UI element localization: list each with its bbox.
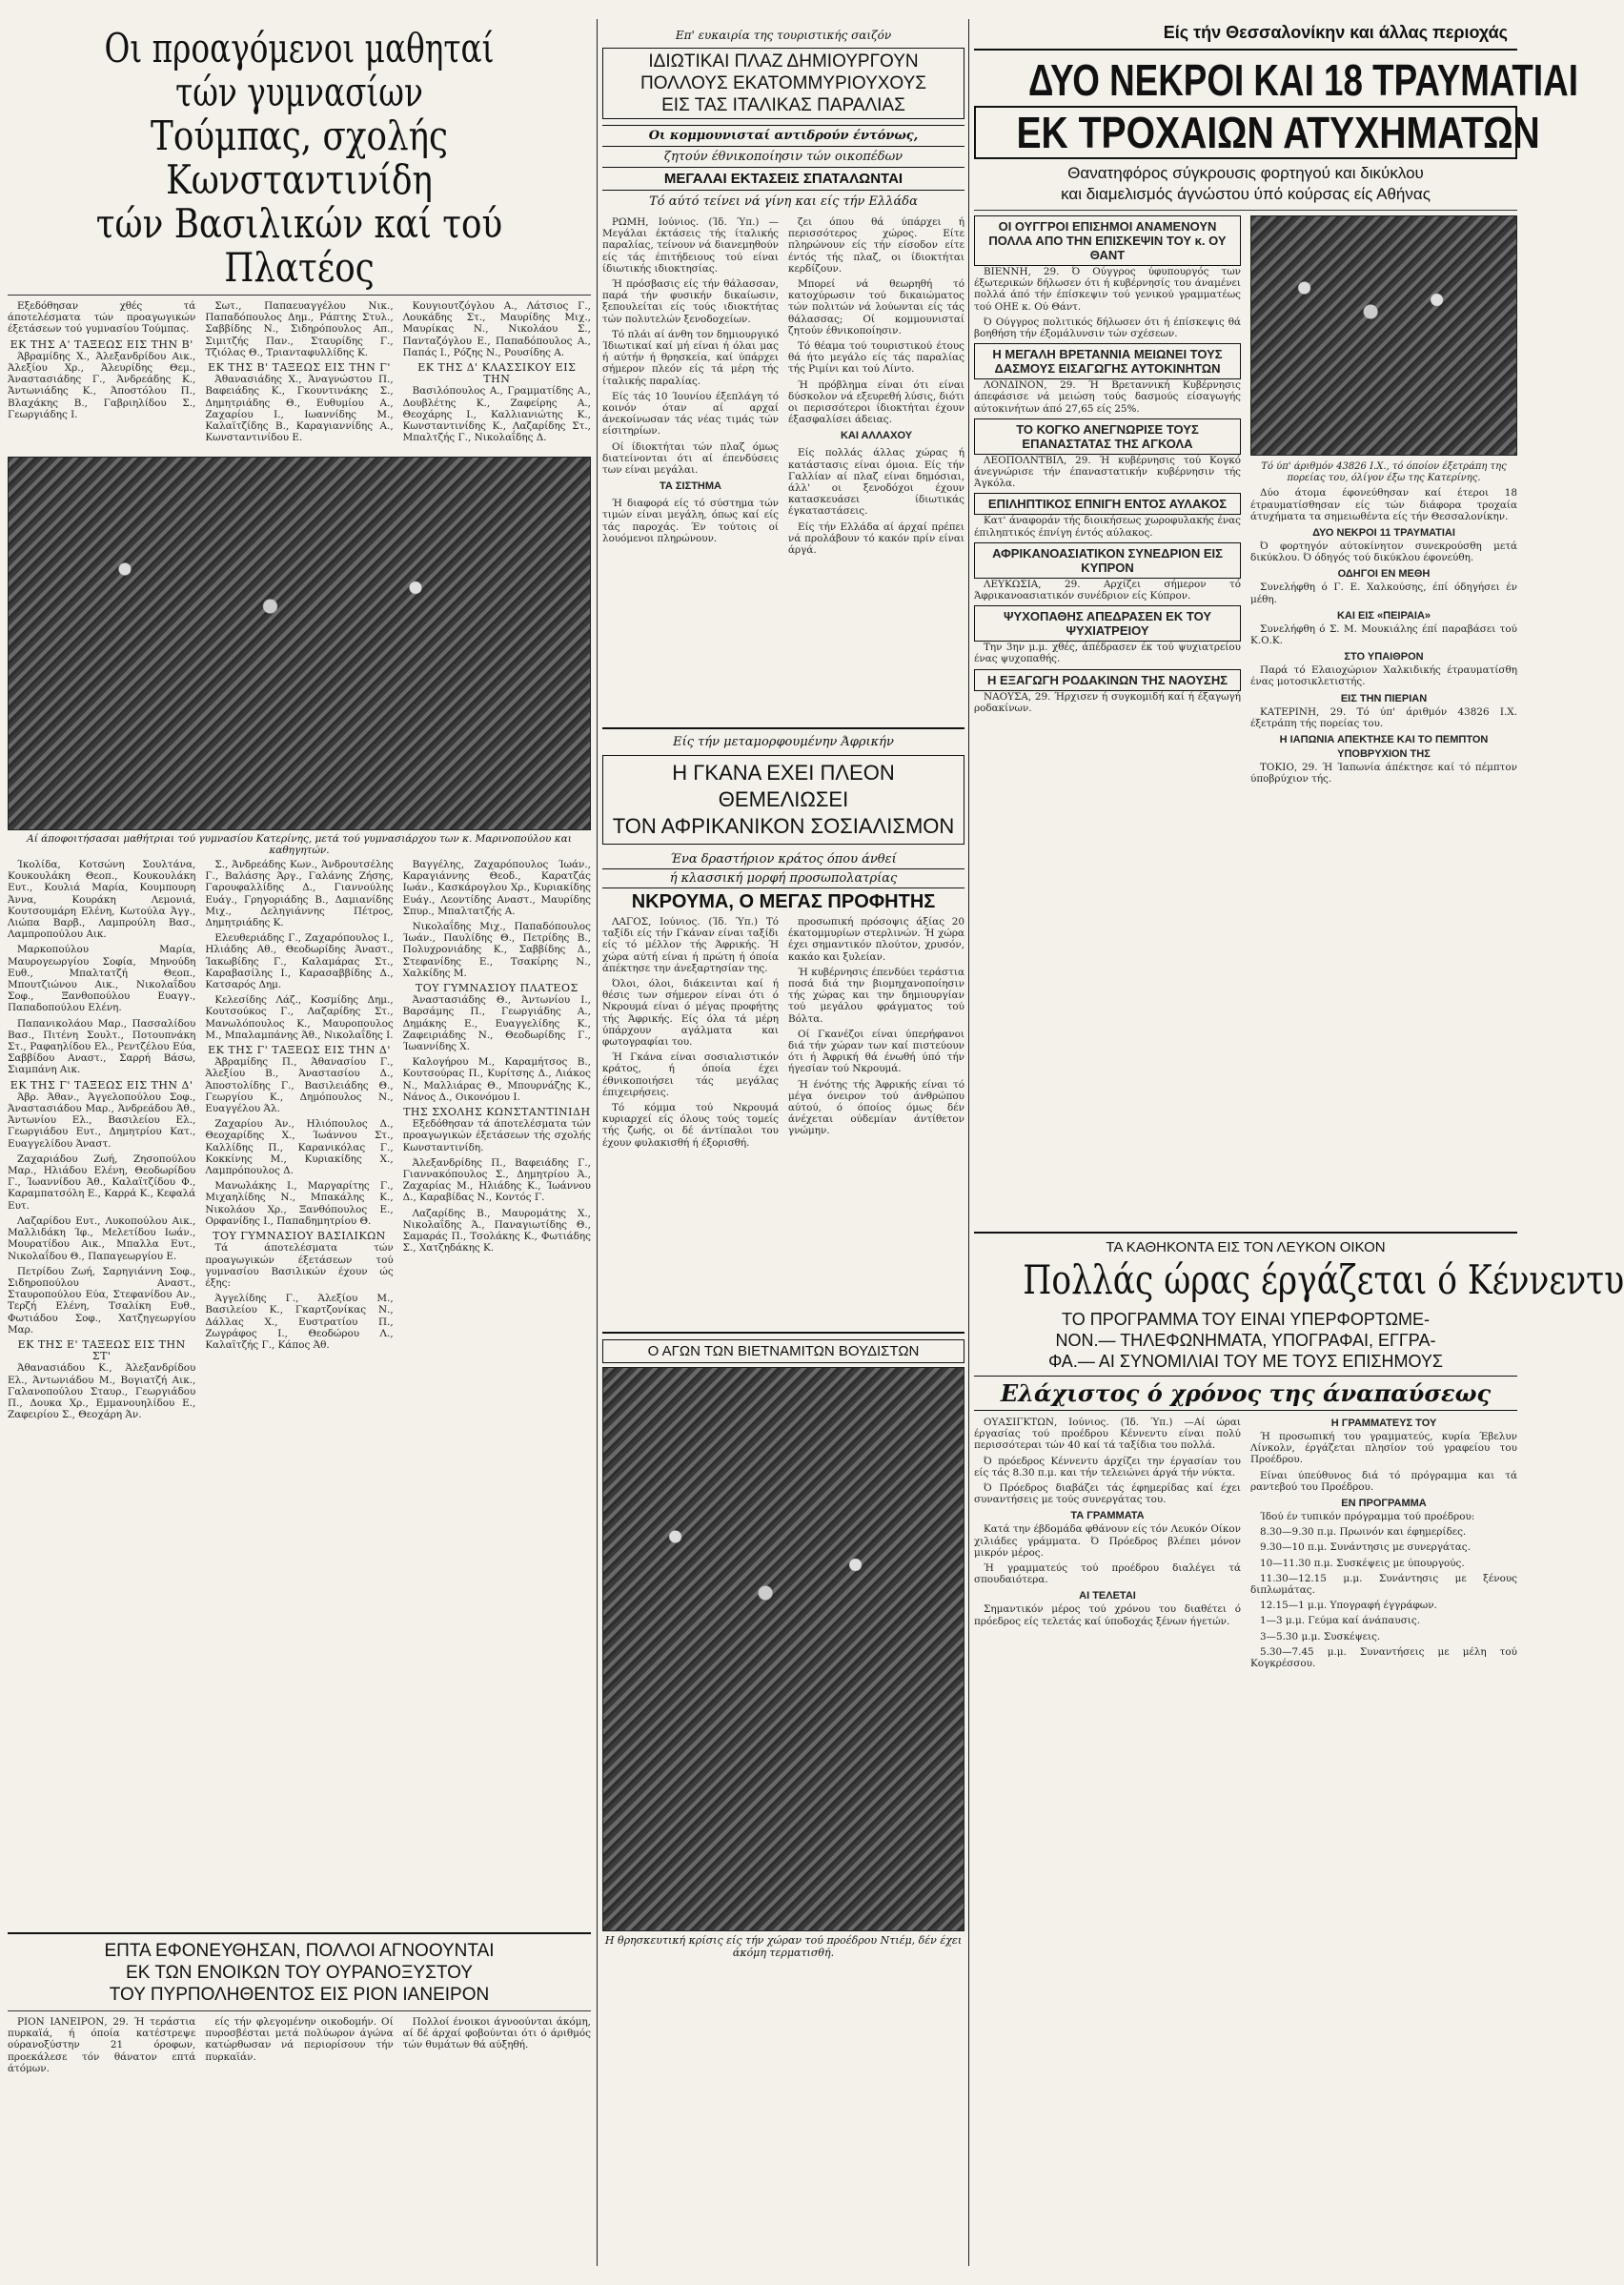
subhead: ή κλασσική μορφή προσωπολατρίας bbox=[602, 868, 964, 888]
divider bbox=[602, 727, 964, 729]
section-label: ΕΚ ΤΗΣ Ε' ΤΑΞΕΩΣ ΕΙΣ ΤΗΝ ΣΤ' bbox=[17, 1337, 186, 1363]
headline-rio bbox=[8, 1940, 591, 2006]
dateline: ΛΕΥΚΩΣΙΑ, 29. bbox=[984, 578, 1081, 590]
sub-column-left: ΟΙ ΟΥΓΓΡΟΙ ΕΠΙΣΗΜΟΙ ΑΝΑΜΕΝΟΥΝ ΠΟΛΛΑ ΑΠΟ ΤΗΝ ΕΠΙΣΚΕΨΙΝ ΤΟΥ κ. ΟΥ ΘΑΝΤ ΒΙΕΝΝΗ, 29. Ό Ούγγρος ύφυπουργός των έξωτερικών δήλωσεν ότι ή κυβέρνησίς του άναμένει πολλά άπό τήν έπίσκεψιν τού γενικού γραμματέως τού ΟΗΕ κ. Ού Θάντ. Ό Ούγγρος πολιτικός δήλωσεν ότι ή έπίσκεψις θά βοηθήση τήν έξομάλυνσιν τών σχέσεων. Η ΜΕΓΑΛΗ ΒΡΕΤΑΝΝΙΑ ΜΕΙΩΝΕΙ ΤΟΥΣ ΔΑΣΜΟΥΣ ΕΙΣΑΓΩΓΗΣ ΑΥΤΟΚΙΝΗΤΩΝ ΛΟΝΔΙΝΟΝ, 29. Ή Βρεταννική Κυβέρνησις άπεφάσισε νά μειώση τούς δασμούς είσαγωγής αύτοκινήτων άπό 27,65 είς 25%. ΤΟ ΚΟΓΚΟ ΑΝΕΓΝΩΡΙΣΕ ΤΟΥΣ ΕΠΑΝΑΣΤΑΤΑΣ ΤΗΣ ΑΓΚΟΛΑ ΛΕΟΠΟΛΝΤΒΙΛ, 29. Ή κυβέρνησις τού Κογκό άνεγνώρισε τήν έπαναστατικήν κυβέρνησιν τής Άγκόλα. ΕΠΙΛΗΠΤΙΚΟΣ ΕΠΝΙΓΗ ΕΝΤΟΣ ΑΥΛΑΚΟΣ Κατ' άναφοράν τής διοικήσεως χωροφυλακής ένας έπιληπτικός έπνίγη έντός αύλακος. ΑΦΡΙΚΑΝΟΑΣΙΑΤΙΚΟΝ ΣΥΝΕΔΡΙΟΝ ΕΙΣ ΚΥΠΡΟΝ ΛΕΥΚΩΣΙΑ, 29. Αρχίζει σήμερον τό Άφρικανοασιατικόν συνέδριον είς Κύπρον. ΨΥΧΟΠΑΘΗΣ ΑΠΕΔΡΑΣΕΝ ΕΚ ΤΟΥ ΨΥΧΙΑΤΡΕΙΟΥ Την 3ην μ.μ. χθές, άπέδρασεν έκ τού ψυχιατρείου ένας ψυχοπαθής. Η ΕΞΑΓΩΓΗ ΡΟΔΑΚΙΝΩΝ ΤΗΣ ΝΑΟΥΣΗΣ ΝΑΟΥΣΑ, 29. Ήρχισεν ή συγκομιδή καί ή έξαγωγή ροδακίνων. bbox=[974, 215, 1241, 1226]
dateline: ΛΟΝΔΙΝΟΝ, 29. bbox=[984, 379, 1076, 392]
subhead-line: ΝΟΝ.— ΤΗΛΕΦΩΝΗΜΑΤΑ, ΥΠΟΓΡΑΦΑΙ, ΕΓΓΡΑ- bbox=[1055, 1331, 1436, 1350]
headline-line-3: τών Βασιλικών καί τού Πλατέος bbox=[95, 200, 503, 291]
kicker: Επ' ευκαιρία της τουριστικής σαιζόν bbox=[675, 29, 892, 42]
box-headline: Η ΜΕΓΑΛΗ ΒΡΕΤΑΝΝΙΑ ΜΕΙΩΝΕΙ ΤΟΥΣ ΔΑΣΜΟΥΣ ΕΙΣΑΓΩΓΗΣ ΑΥΤΟΚΙΝΗΤΩΝ bbox=[974, 343, 1241, 379]
inline-head: ΚΑΙ ΑΛΛΑΧΟΥ bbox=[840, 430, 913, 442]
inline-head: ΑΙ ΤΕΛΕΤΑΙ bbox=[1079, 1590, 1136, 1602]
headline-line: ΕΙΣ ΤΑΣ ΙΤΑΛΙΚΑΣ ΠΑΡΑΛΙΑΣ bbox=[661, 95, 905, 115]
column-left bbox=[8, 0, 591, 2285]
subhead-line: ΤΟ ΠΡΟΓΡΑΜΜΑ ΤΟΥ ΕΙΝΑΙ ΥΠΕΡΦΟΡΤΩΜΕ- bbox=[1062, 1310, 1430, 1329]
subhead: Θανατηφόρος σύγκρουσις φορτηγού και δικύκλου bbox=[1067, 164, 1424, 182]
article-beaches: ΡΩΜΗ, Ιούνιος. (Ίδ. Ύπ.) —Μεγάλαι έκτάσεις τής ίταλικής παραλίας, τείνουν νά διανεμηθούν είς τάς έπιτήδειους τού είναι ίδιωτικής ιδιοκτησίας. Ή πρόσβασις είς τήν θάλασσαν, παρά τήν φυσικήν δικαίωσιν, ξεπουλείται είς τούς ιδιοκτήτας τών πολυτελών ξενοδοχείων. Τό πλάι αί άνθη τον δημιουργικό Ίδιωτικαί καί μή είναι ή όλαι μας ή αύτήν ή θρησκεία, καί ύπάρχει σήμερον πλεόν είς τά μέρη τής ίταλικής παραλίας. Είς τάς 10 Ίουνίου έξεπλάγη τό κοινόν όταν αί αρχαί άνεκοίνωσαν τάς νέας τιμάς τών είσιτηρίων. Οί ίδιοκτήται τών πλαζ όμως διατείνονται ότι αί έπενδύσεις των είναι μεγάλαι. ΤΑ ΣΙΣΤΗΜΑ Ή διαφορά είς τό σύστημα τών τιμών είναι μεγάλη, όπως καί είς τάς παροχάς. Έν τούτοις οί λουόμενοι πληρώνουν. ζει όπου θά ύπάρχει ή περισσότερος χώρος. Είτε πληρώνουν είς τήν είσοδον είτε έντός τής πλαζ, οι ίδιοκτήται κερδίζουν. Μπορεί νά θεωρηθή τό κατοχύρωσιν τού δικαιώματος τών πολιτών νά λούωνται είς τάς θάλασσας; Οί κομμουνισταί ζητούν έθνικοποίησιν. Τό θέαμα τού τουριστικού έτους θά ήτο μεγάλο είς τάς παραλίας τής Ριμίνι και τού Λίντο. Ή πρόβλημα είναι ότι είναι δύσκολον νά εξευρεθή λύσις, διότι οι περισσότεροι ίδιοκτήται έχουν έξασφαλίσει άδειας. ΚΑΙ ΑΛΛΑΧΟΥ Είς πολλάς άλλας χώρας ή κατάστασις είναι όμοια. Είς τήν Γαλλίαν αί πλαζ είναι δημόσιαι, άλλ' οι ξενοδόχοι έχουν κατασκευάσει ίδιωτικάς έγκαταστάσεις. Είς τήν Ελλάδα αί άρχαί πρέπει νά προλάβουν τό κακόν πρίν είναι άργά. bbox=[602, 216, 964, 557]
box-headline: ΨΥΧΟΠΑΘΗΣ ΑΠΕΔΡΑΣΕΝ ΕΚ ΤΟΥ ΨΥΧΙΑΤΡΕΙΟΥ bbox=[974, 605, 1241, 642]
headline-beaches bbox=[602, 48, 964, 119]
headline-line-1: Οι προαγόμενοι μαθηταί τών γυμνασίων bbox=[104, 25, 495, 115]
kicker: Είς τήν μεταμορφουμένην Άφρικήν bbox=[673, 735, 894, 749]
subhead: ζητούν έθνικοποίησιν τών οικοπέδων bbox=[663, 150, 903, 164]
divider bbox=[8, 295, 591, 296]
headline-ghana bbox=[602, 755, 964, 845]
subhead-line: ΦΑ.— ΑΙ ΣΥΝΟΜΙΛΙΑΙ ΤΟΥ ΜΕ ΤΟΥΣ ΕΠΙΣΗΜΟΥΣ bbox=[1047, 1352, 1444, 1371]
headline-line: ΤΟΝ ΑΦΡΙΚΑΝΙΚΟΝ ΣΟΣΙΑΛΙΣΜΟΝ bbox=[612, 814, 955, 838]
box-headline: ΑΦΡΙΚΑΝΟΑΣΙΑΤΙΚΟΝ ΣΥΝΕΔΡΙΟΝ ΕΙΣ ΚΥΠΡΟΝ bbox=[974, 542, 1241, 579]
headline-line: ΤΟΥ ΠΥΡΠΟΛΗΘΕΝΤΟΣ ΕΙΣ ΡΙΟΝ ΙΑΝΕΙΡΟΝ bbox=[109, 1985, 490, 2005]
headline-line: ΕΚ ΤΩΝ ΕΝΟΙΚΩΝ ΤΟΥ ΟΥΡΑΝΟΞΥΣΤΟΥ bbox=[126, 1963, 473, 1983]
section-label: ΕΚ ΤΗΣ Γ' ΤΑΞΕΩΣ ΕΙΣ ΤΗΝ Δ' bbox=[208, 1044, 391, 1057]
headline-line: ΠΟΛΛΟΥΣ ΕΚΑΤΟΜΜΥΡΙΟΥΧΟΥΣ bbox=[639, 73, 927, 93]
divider bbox=[602, 1332, 964, 1334]
subhead: Τό αύτό τείνει νά γίνη και είς τήν Ελλάδα bbox=[649, 194, 918, 209]
inline-head: ΔΥΟ ΝΕΚΡΟΙ 11 ΤΡΑΥΜΑΤΙΑΙ bbox=[1312, 527, 1455, 540]
divider bbox=[974, 49, 1517, 51]
headline-kennedy: Πολλάς ώρας έργάζεται ό Κέννεντυ bbox=[1023, 1256, 1624, 1303]
divider bbox=[8, 2010, 591, 2011]
box-headline: ΤΟ ΚΟΓΚΟ ΑΝΕΓΝΩΡΙΣΕ ΤΟΥΣ ΕΠΑΝΑΣΤΑΤΑΣ ΤΗΣ ΑΓΚΟΛΑ bbox=[974, 418, 1241, 455]
dateline: ΛΕΟΠΟΛΝΤΒΙΛ, 29. bbox=[984, 454, 1091, 466]
dateline: ΝΑΟΥΣΑ, 29. bbox=[984, 690, 1051, 703]
headline-students bbox=[8, 27, 591, 290]
subhead: και διαμελισμός άγνώστου ύπό κούρσας είς Αθήνας bbox=[1061, 185, 1431, 203]
kicker: Είς τήν Θεσσαλονίκην και άλλας περιοχάς bbox=[1163, 23, 1508, 42]
inline-head: ΤΑ ΣΙΣΤΗΜΑ bbox=[660, 480, 721, 493]
section-label: ΕΚ ΤΗΣ Γ' ΤΑΞΕΩΣ ΕΙΣ ΤΗΝ Δ' bbox=[10, 1078, 193, 1091]
headline-line: ΕΠΤΑ ΕΦΟΝΕΥΘΗΣΑΝ, ΠΟΛΛΟΙ ΑΓΝΟΟΥΝΤΑΙ bbox=[104, 1941, 495, 1961]
inline-head: Η ΙΑΠΩΝΙΑ ΑΠΕΚΤΗΣΕ ΚΑΙ ΤΟ ΠΕΜΠΤΟΝ ΥΠΟΒΡΥΧΙΟΝ ΤΗΣ bbox=[1279, 734, 1489, 761]
subhead: ΝΚΡΟΥΜΑ, Ο ΜΕΓΑΣ ΠΡΟΦΗΤΗΣ bbox=[631, 891, 936, 912]
section-label: ΤΗΣ ΣΧΟΛΗΣ ΚΩΝΣΤΑΝΤΙΝΙΔΗ bbox=[403, 1106, 591, 1119]
headline-accidents bbox=[974, 55, 1578, 159]
box-headline: Η ΕΞΑΓΩΓΗ ΡΟΔΑΚΙΝΩΝ ΤΗΣ ΝΑΟΥΣΗΣ bbox=[974, 669, 1241, 691]
subhead: Ελάχιστος ό χρόνος της άναπαύσεως bbox=[974, 1376, 1517, 1411]
divider bbox=[8, 1932, 591, 1934]
headline-line-2: Τούμπας, σχολής Κωνσταντινίδη bbox=[151, 112, 448, 203]
photo-car-accident bbox=[1250, 215, 1517, 456]
article-students-lists: Ίκολίδα, Κοτσώνη Σουλτάνα, Κουκουλάκη Θεοπ., Κουκουλάκη Ευτ., Κουλιά Μαρία, Κουμπουρη Άννα, Κουράκη Λεμονιά, Κουτσουμάρη Ελένη, Κωτούλα Άγγ., Λιώπα Βαρβ., Λαμπρούλη Βασ., Λαμπροπούλου Αικ. Μαρκοπούλου Μαρία, Μαυρογεωργίου Σοφία, Μηνούδη Ευθ., Μπαλτατζή Θεοπ., Μπουτζιώνου Αικ., Νικολαΐδου Σοφ., Ξανθοπούλου Ευαγγ., Παπαδοπούλου Ελένη. Παπανικολάου Μαρ., Πασσαλίδου Βασ., Πιτένη Σουλτ., Ποτουπνάκη Στ., Ραφαηλίδου Ελ., Ρεντζέλου Εύα, Σαββίδου Αναστ., Σαρρή Βάσω, Σιαμπάνη Αικ. ΕΚ ΤΗΣ Γ' ΤΑΞΕΩΣ ΕΙΣ ΤΗΝ Δ' Άβρ. Άθαν., Άγγελοπούλου Σοφ., Άναστασιάδου Μαρ., Άνδρεάδου Άθ., Άντωνίου Ελ., Βασιλείου Ελ., Γεωργιάδου Ευτ., Δημητρίου Κατ., Ευαγγελίδου Άναστ. Ζαχαριάδου Ζωή, Ζησοπούλου Μαρ., Ηλιάδου Ελένη, Θεοδωρίδου Γ., Ίωαννίδου Άθ., Καλαϊτζίδου Φ., Καραμπατσόλη Ε., Καρρά Κ., Κεφαλά Ευτ. Λαζαρίδου Ευτ., Λυκοπούλου Αικ., Μαλλιδάκη Ίφ., Μελετίδου Ιωάν., Μουρατίδου Αικ., Μπαλλα Ευτ., Νικολαΐδου Θ., Παπαγεωργίου Ε. Πετρίδου Ζωή, Σαρηγιάννη Σοφ., Σιδηροπούλου Αναστ., Σταυροπούλου Εύα, Στεφανίδου Αν., Τερζή Ελένη, Τσαλίκη Ευθ., Φωτιάδου Σοφ., Χατζηγεωργίου Μαρ. ΕΚ ΤΗΣ Ε' ΤΑΞΕΩΣ ΕΙΣ ΤΗΝ ΣΤ' Άθανασιάδου Κ., Άλεξανδρίδου Ελ., Άντωνιάδου Μ., Βογιατζή Αικ., Γαλανοπούλου Σταυρ., Γεωργιάδου Π., Δουκα Χρ., Εμμανουηλίδου Ε., Ζαφειρίου Σ., Θεοχάρη Άν. Σ., Άνδρεάδης Κων., Άνδρουτσέλης Γ., Βαλάσης Άργ., Γαλάνης Ζήσης, Γαρουφαλλίδης Δ., Γιαννούλης Ευάγ., Γρηγοριάδης Β., Δαμιανίδης Μιχ., Δεληγιάννης Πέτρος, Δημητριάδης Κ. Ελευθεριάδης Γ., Ζαχαρόπουλος Ι., Ηλιάδης Αθ., Θεοδωρίδης Άναστ., Ίακωβίδης Γ., Καλαμάρας Στ., Καραβασίλης Ι., Καρασαββίδης Δ., Κατσαρός Δημ. Κελεσίδης Λάζ., Κοσμίδης Δημ., Κουτσούκος Γ., Λαζαρίδης Στ., Μανωλόπουλος Κ., Μαυροπουλος Μ., Μπαλαμπάνης Άθ., Νικολαΐδης Ι. ΕΚ ΤΗΣ Γ' ΤΑΞΕΩΣ ΕΙΣ ΤΗΝ Δ' Άβραμίδης Π., Άθανασίου Γ., Άλεξίου Β., Άναστασίου Δ., Άποστολίδης Γ., Βασιλειάδης Θ., Γεωργίου Κ., Δημόπουλος Ν., Ευαγγέλου Άλ. Ζαχαρίου Άν., Ηλιόπουλος Δ., Θεοχαρίδης Χ., Ίωάννου Στ., Καλλίδης Π., Καρανικόλας Γ., Κοκκίνης Μ., Κυριακίδης Χ., Λαμπρόπουλος Δ. Μανωλάκης Ι., Μαργαρίτης Γ., Μιχαηλίδης Ν., Μπακάλης Κ., Νικολάου Χρ., Ξανθόπουλος Ε., Ορφανίδης Ι., Παπαδημητρίου Θ. ΤΟΥ ΓΥΜΝΑΣΙΟΥ ΒΑΣΙΛΙΚΩΝ Τά άποτελέσματα τών προαγωγικών έξετάσεων τού γυμνασίου Βασιλικών έχουν ώς έξης: Άγγελίδης Γ., Άλεξίου Μ., Βασιλείου Κ., Γκαρτζονίκας Ν., Δάλλας Χ., Ευστρατίου Π., Ζωγράφος Ι., Θεοδώρου Λ., Καλαϊτζής Γ., Κάπος Άθ. Βαγγέλης, Ζαχαρόπουλος Ίωάν., Καραγιάννης Θεοδ., Καρατζάς Ιωάν., Κασκάρογλου Χρ., Κυριακίδης Ευάγ., Λεοντίδης Αναστ., Μαυρίδης Σπυρ., Μπαλτατζής Α. Νικολαΐδης Μιχ., Παπαδόπουλος Ίωάν., Παυλίδης Θ., Πετρίδης Β., Πολυχρονιάδης Κ., Σαββίδης Δ., Στεφανίδης Ε., Τσακίρης Ν., Χαλκίδης Μ. ΤΟΥ ΓΥΜΝΑΣΙΟΥ ΠΛΑΤΕΟΣ Άναστασιάδης Θ., Άντωνίου Ι., Βαρσάμης Π., Γεωργιάδης Α., Δημάκης Ε., Ευαγγελίδης Κ., Ζαφειριάδης Ν., Θεοδωρίδης Γ., Ίωαννίδης Χ. Καλογήρου Μ., Καραμήτσος Β., Κουτσούρας Π., Κυρίτσης Δ., Λιάκος Ν., Μαλλιάρας Θ., Μπουρνάζης Κ., Νάνος Δ., Οικονόμου Ι. ΤΗΣ ΣΧΟΛΗΣ ΚΩΝΣΤΑΝΤΙΝΙΔΗ Εξεδόθησαν τά άποτελέσματα τών προαγωγικών έξετάσεων τής σχολής Κωνσταντινίδη. Άλεξανδρίδης Π., Βαφειάδης Γ., Γιαννακόπουλος Σ., Δημητρίου Ά., Ζαχαρίας Μ., Ηλιάδης Κ., Ίωάννου Δ., Καραβίδας Ν., Κοντός Γ. Λαζαρίδης Β., Μαυρομάτης Χ., Νικολαΐδης Ά., Παναγιωτίδης Θ., Σαμαράς Π., Τσολάκης Κ., Φωτιάδης Σ., Χατζηδάκης Κ. bbox=[8, 859, 591, 1421]
inline-head: ΤΑ ΓΡΑΜΜΑΤΑ bbox=[1070, 1510, 1145, 1522]
photo-graduates bbox=[8, 457, 591, 830]
inline-head: ΕΝ ΠΡΟΓΡΑΜΜΑ bbox=[1341, 1498, 1427, 1510]
photo-caption: Η θρησκευτική κρίσις είς τήν χώραν τού προέδρου Ντιέμ, δέν έχει άκόμη τερματισθή. bbox=[604, 1934, 963, 1959]
box-headline: ΕΠΙΛΗΠΤΙΚΟΣ ΕΠΝΙΓΗ ΕΝΤΟΣ ΑΥΛΑΚΟΣ bbox=[974, 493, 1241, 515]
photo-buddhists bbox=[602, 1367, 964, 1931]
section-label: ΤΟΥ ΓΥΜΝΑΣΙΟΥ ΒΑΣΙΛΙΚΩΝ bbox=[213, 1230, 386, 1243]
column-right bbox=[974, 0, 1624, 2285]
inline-head: ΕΙΣ ΤΗΝ ΠΙΕΡΙΑΝ bbox=[1340, 692, 1428, 704]
article-rio: ΡΙΟΝ ΙΑΝΕΙΡΟΝ, 29. Ή τεράστια πυρκαϊά, ή όποία κατέστρεψε ούρανοξύστην 21 όροφων, προεκάλεσε τόν θάνατον επτά άτόμων. είς τήν φλεγομένην οικοδομήν. Οί πυροσβέσται μετά πολύωρον άγώνα κατώρθωσαν νά περιορίσουν τήν πυρκαϊάν. Πολλοί ένοικοι άγνοούνται άκόμη, αί δέ άρχαί φοβούνται ότι ό άριθμός τών θυμάτων θά αύξηθή. bbox=[8, 2016, 591, 2074]
inline-head: ΣΤΟ ΥΠΑΙΘΡΟΝ bbox=[1344, 651, 1424, 663]
box-headline: ΟΙ ΟΥΓΓΡΟΙ ΕΠΙΣΗΜΟΙ ΑΝΑΜΕΝΟΥΝ ΠΟΛΛΑ ΑΠΟ ΤΗΝ ΕΠΙΣΚΕΨΙΝ ΤΟΥ κ. ΟΥ ΘΑΝΤ bbox=[974, 215, 1241, 266]
subhead-kennedy bbox=[974, 1309, 1517, 1372]
dateline: ΟΥΑΣΙΓΚΤΩΝ, Ιούνιος. (Ίδ. Ύπ.) bbox=[984, 1417, 1173, 1428]
dateline: ΡΩΜΗ, Ιούνιος. (Ίδ. Ύπ.) bbox=[612, 216, 760, 228]
divider bbox=[974, 1232, 1517, 1234]
section-label: ΕΚ ΤΗΣ Α' ΤΑΞΕΩΣ ΕΙΣ ΤΗΝ Β' bbox=[10, 337, 193, 351]
inline-head: ΟΔΗΓΟΙ ΕΝ ΜΕΘΗ bbox=[1337, 568, 1431, 581]
headline-vietnam: Ο ΑΓΩΝ ΤΩΝ ΒΙΕΤΝΑΜΙΤΩΝ ΒΟΥΔΙΣΤΩΝ bbox=[602, 1339, 964, 1363]
headline-line: Η ΓΚΑΝΑ ΕΧΕΙ ΠΛΕΟΝ ΘΕΜΕΛΙΩΣΕΙ bbox=[672, 761, 895, 811]
section-label: ΤΟΥ ΓΥΜΝΑΣΙΟΥ ΠΛΑΤΕΟΣ bbox=[415, 982, 579, 995]
subhead: Οι κομμουνισταί αντιδρούν έντόνως, bbox=[602, 125, 964, 147]
accidents-section bbox=[974, 215, 1517, 1226]
headline-line: ΔΥΟ ΝΕΚΡΟΙ ΚΑΙ 18 ΤΡΑΥΜΑΤΙΑΙ bbox=[1028, 55, 1578, 105]
dateline: ΡΙΟΝ ΙΑΝΕΙΡΟΝ, 29. bbox=[17, 2016, 129, 2028]
photo-caption: Τό ύπ' άριθμόν 43826 Ι.Χ., τό όποίον έξετράπη της πορείας του, όλίγον έξω της Κατερίνης. bbox=[1261, 461, 1507, 484]
divider bbox=[974, 210, 1517, 211]
article-students-top: Εξεδόθησαν χθές τά άποτελέσματα τών προαγωγικών έξετάσεων τού γυμνασίου Τούμπας. ΕΚ ΤΗΣ Α' ΤΑΞΕΩΣ ΕΙΣ ΤΗΝ Β' Άβραμίδης Χ., Άλεξανδρίδου Αικ., Άλεξίου Χρ., Άλευρίδης Θεμ., Άναστασιάδης Γ., Άνδρεάδης Κ., Άντωνιάδης Κ., Άποστόλου Π., Βλαχάκης Β., Γαβριηλίδου Σ., Γεωργιάδης Ι. Σωτ., Παπαευαγγέλου Νικ., Παπαδόπουλος Δημ., Ράπτης Στυλ., Σαββίδης Ν., Σιδηρόπουλος Απ., Σιμιτζής Παν., Σταυρίδης Γ., Τζιόλας Θ., Τριανταφυλλίδης Κ. ΕΚ ΤΗΣ Β' ΤΑΞΕΩΣ ΕΙΣ ΤΗΝ Γ' Άθανασιάδης Χ., Άναγνώστου Π., Βαφειάδης Κ., Γκουντινάκης Σ., Δημητριάδης Θ., Ευθυμίου Α., Ζαχαρίου Ι., Ιωαννίδης Μ., Καλαϊτζίδης Β., Καραγιαννίδης Α., Κωνσταντινίδου Ε. Κουγιουτζόγλου Α., Λάτσιος Γ., Λουκάδης Στ., Μαυρίδης Μιχ., Μαυρίκας Ν., Νικολάου Σ., Πανταζόγλου Ε., Παπαδόπουλος Α., Παπάς Ι., Ρόζης Ν., Ρουσίδης Α. ΕΚ ΤΗΣ Δ' ΚΛΑΣΣΙΚΟΥ ΕΙΣ ΤΗΝ Βασιλόπουλος Α., Γραμματίδης Α., Δουβλέτης Κ., Ζαφείρης Α., Θεοχάρης Ι., Καλλιανιώτης Κ., Κωνσταντινίδης Κ., Λαζαρίδης Στ., Μπαλτζής Γ., Νικολαΐδης Δ. bbox=[8, 300, 591, 444]
sub-column-right: Τό ύπ' άριθμόν 43826 Ι.Χ., τό όποίον έξετράπη της πορείας του, όλίγον έξω της Κατερίνης. Δύο άτομα έφονεύθησαν καί έτεροι 18 έτραυματίσθησαν είς τών διάφορα τροχαία άτυχήματα τα σημειωθέντα είς τήν Θεσσαλονίκην. ΔΥΟ ΝΕΚΡΟΙ 11 ΤΡΑΥΜΑΤΙΑΙ Ό φορτηγόν αύτοκίνητον συνεκρούσθη μετά δικύκλου. Ό όδηγός τού δικύκλου έφονεύθη. ΟΔΗΓΟΙ ΕΝ ΜΕΘΗ Συνελήφθη ό Γ. Ε. Χαλκούσης, έπί όδηγήσει έν μέθη. ΚΑΙ ΕΙΣ «ΠΕΙΡΑΙΑ» Συνελήφθη ό Σ. Μ. Μουκιάλης έπί παραβάσει τού Κ.Ο.Κ. ΣΤΟ ΥΠΑΙΘΡΟΝ Παρά τό Ελαιοχώριον Χαλκιδικής έτραυματίσθη ένας μοτοσικλετιστής. ΕΙΣ ΤΗΝ ΠΙΕΡΙΑΝ ΚΑΤΕΡΙΝΗ, 29. Τό ύπ' άριθμόν 43826 Ι.Χ. έξετράπη τής πορείας του. Η ΙΑΠΩΝΙΑ ΑΠΕΚΤΗΣΕ ΚΑΙ ΤΟ ΠΕΜΠΤΟΝ ΥΠΟΒΡΥΧΙΟΝ ΤΗΣ ΤΟΚΙΟ, 29. Ή Ίαπωνία άπέκτησε καί τό πέμπτον ύποβρύχιον τής. bbox=[1250, 215, 1517, 1226]
inline-head: Η ΓΡΑΜΜΑΤΕΥΣ ΤΟΥ bbox=[1330, 1418, 1437, 1429]
dateline: ΛΑΓΟΣ, Ιούνιος. (Ίδ. Ύπ.) bbox=[612, 916, 759, 928]
column-middle bbox=[602, 0, 964, 2285]
headline-line: ΕΚ ΤΡΟΧΑΙΩΝ ΑΤΥΧΗΜΑΤΩΝ bbox=[1016, 108, 1540, 157]
photo-caption: Αί άποφοιτήσασαι μαθήτριαι τού γυμνασίου Κατερίνης, μετά τού γυμνασιάρχου των κ. Μαρινοπούλου και καθηγητών. bbox=[27, 833, 572, 856]
headline-line: ΙΔΙΩΤΙΚΑΙ ΠΛΑΖ ΔΗΜΙΟΥΡΓΟΥΝ bbox=[648, 51, 919, 71]
dateline: ΒΙΕΝΝΗ, 29. bbox=[984, 266, 1060, 277]
dateline: ΤΟΚΙΟ, 29. bbox=[1260, 762, 1318, 774]
article-kennedy: ΟΥΑΣΙΓΚΤΩΝ, Ιούνιος. (Ίδ. Ύπ.) —Αί ώραι έργασίας τού προέδρου Κέννεντυ είναι πολύ περισσότεραι τών 40 καί τά ταξίδια του πολλά. Ό πρόεδρος Κέννεντυ άρχίζει την έργασίαν του είς τάς 8.30 π.μ. και τήν τελειώνει άργά τήν νύκτα. Ό Πρόεδρος διαβάζει τάς έφημερίδας καί έχει συναντήσεις με τούς συνεργάτας του. ΤΑ ΓΡΑΜΜΑΤΑ Κατά την έβδομάδα φθάνουν είς τόν Λευκόν Οίκον χιλιάδες γράμματα. Ό Πρόεδρος βλέπει μόνον μικρόν μέρος. Ή γραμματεύς τού προέδρου διαλέγει τά σπουδαιότερα. ΑΙ ΤΕΛΕΤΑΙ Σημαντικόν μέρος τού χρόνου του διαθέτει ό πρόεδρος είς τελετάς καί ύποδοχάς ξένων ήγετών. Η ΓΡΑΜΜΑΤΕΥΣ ΤΟΥ Ή προσωπική του γραμματεύς, κυρία Έβελυν Λίνκολν, έργάζεται πλησίον τού γραφείου του Προέδρου. Είναι ύπεύθυνος διά τό πρόγραμμα και τά ραντεβού του Προέδρου. ΕΝ ΠΡΟΓΡΑΜΜΑ Ίδού έν τυπικόν πρόγραμμα τού προέδρου: 8.30—9.30 π.μ. Πρωινόν και έφημερίδες. 9.30—10 π.μ. Συνάντησις με συνεργάτας. 10—11.30 π.μ. Συσκέψεις με ύπουργούς. 11.30—12.15 μ.μ. Συνάντησις με ξένους διπλωμάτας. 12.15—1 μ.μ. Υπογραφή έγγράφων. 1—3 μ.μ. Γεύμα καί άνάπαυσις. 3—5.30 μ.μ. Συσκέψεις. 5.30—7.45 μ.μ. Συναντήσεις με μέλη τού Κογκρέσσου. bbox=[974, 1417, 1517, 1670]
section-label: ΕΚ ΤΗΣ Β' ΤΑΞΕΩΣ ΕΙΣ ΤΗΝ Γ' bbox=[208, 361, 391, 375]
subhead: Ένα δραστήριον κράτος όπου άνθεί bbox=[670, 852, 897, 867]
kicker: ΤΑ ΚΑΘΗΚΟΝΤΑ ΕΙΣ ΤΟΝ ΛΕΥΚΟΝ ΟΙΚΟΝ bbox=[1106, 1239, 1386, 1255]
inline-head: ΚΑΙ ΕΙΣ «ΠΕΙΡΑΙΑ» bbox=[1336, 609, 1431, 622]
section-label: ΕΚ ΤΗΣ Δ' ΚΛΑΣΣΙΚΟΥ ΕΙΣ ΤΗΝ bbox=[417, 361, 577, 386]
subhead: ΜΕΓΑΛΑΙ ΕΚΤΑΣΕΙΣ ΣΠΑΤΑΛΩΝΤΑΙ bbox=[602, 167, 964, 191]
article-ghana: ΛΑΓΟΣ, Ιούνιος. (Ίδ. Ύπ.) Τό ταξίδι είς τήν Γκάναν είναι ταξίδι είς τό μέλλον τής Άφρικής. Ή χώρα αύτή είναι ή πρώτη ή όποία άπέκτησε την άνεξαρτησίαν της. Όλοι, όλοι, διάκεινται καί ή θέσις των σήμερον είναι ότι ό Νκρουμά είναι ό μέγας προφήτης τής Άφρικής. Είς όλα τά μέρη ύπάρχουν αγάλματα και φωτογραφίαι του. Ή Γκάνα είναι σοσιαλιστικόν κράτος, ή όποία έχει έθνικοποιήσει τάς μεγάλας έπιχειρήσεις. Τό κόμμα τού Νκρουμά κυριαρχεί είς όλους τούς τομείς τής ζωής, οι δέ άντίπαλοι του έχουν φυλακισθή ή έξορισθή. προσωπική πρόσοψις άξίας 20 έκατομμυρίων στερλινών. Ή χώρα έχει σημαντικόν πλούτον, χρυσόν, κακάο και ξυλείαν. Ή κυβέρνησις έπενδύει τεράστια ποσά διά την βιομηχανοποίησιν τής χώρας και την δημιουργίαν τού μεγάλου φράγματος τού Βόλτα. Οί Γκανέζοι είναι ύπερήφανοι διά τήν χώραν των καί πιστεύουν ότι ή Άφρική θά ένωθή ύπό τήν ήγεσίαν τού Νκρουμά. Ή ένότης τής Άφρικής είναι τό μέγα όνειρον τού άνθρώπου αύτού, ό όποίος όμως δέν άνέχεται ούδεμίαν άντίθετον γνώμην. bbox=[602, 916, 964, 1149]
